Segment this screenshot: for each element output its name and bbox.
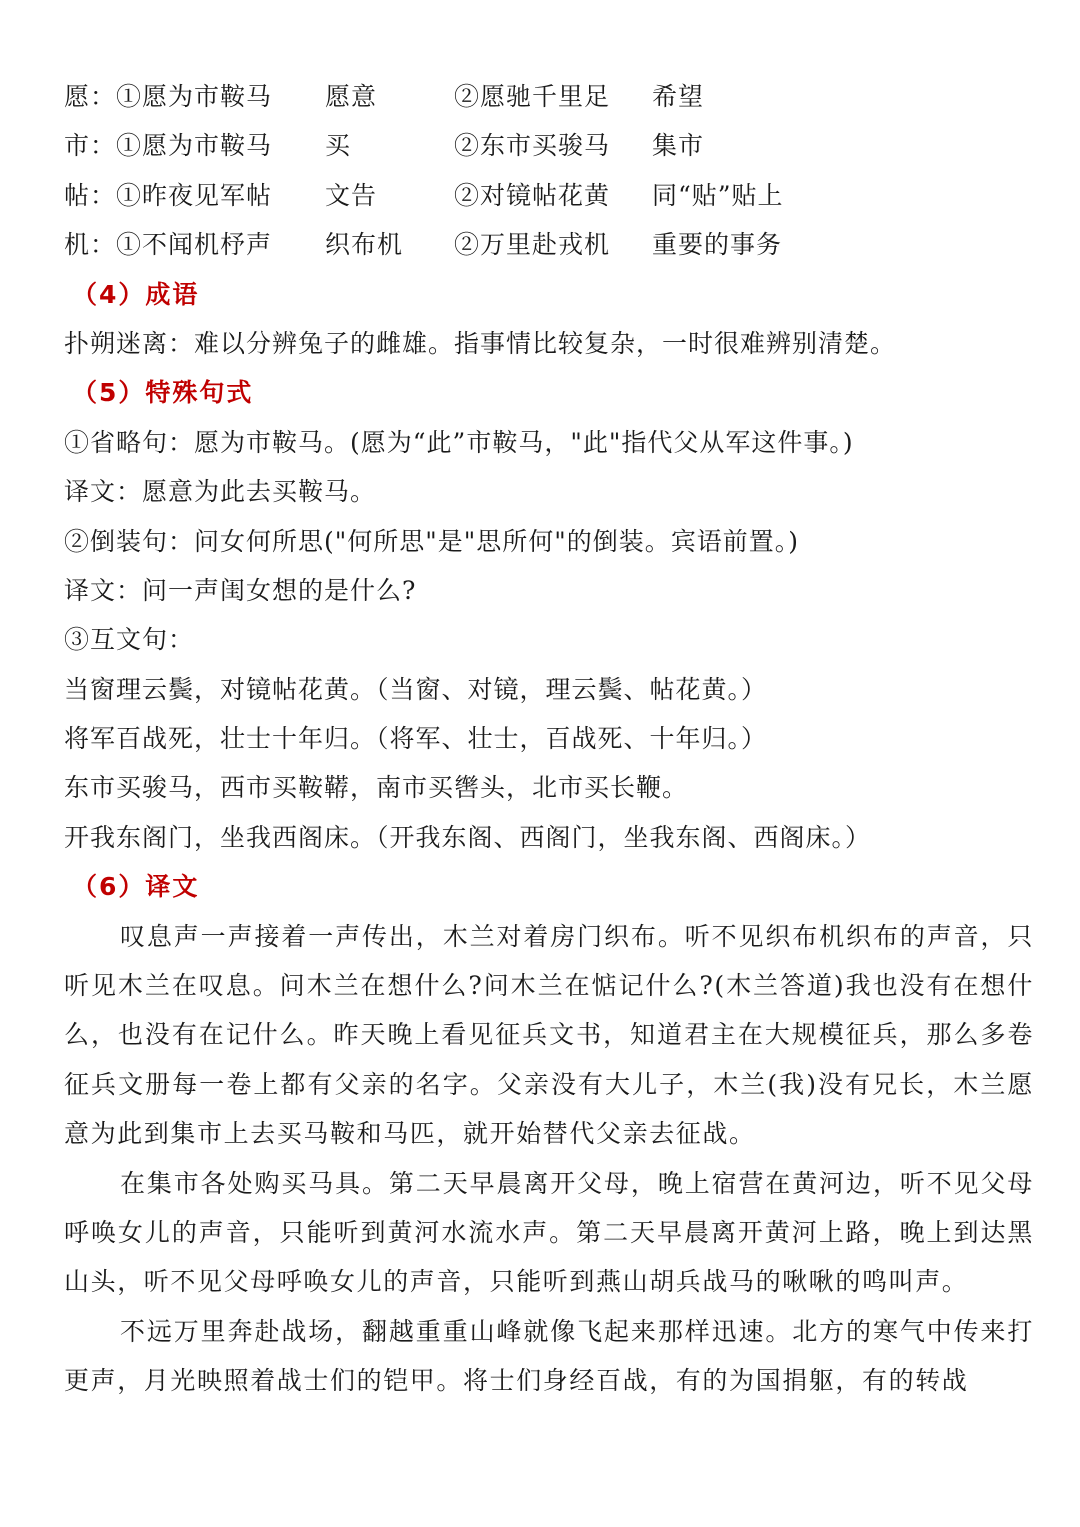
sentence-line: ②倒装句：问女何所思("何所思"是"思所何"的倒装。宾语前置。) [64,526,800,556]
vocab-example-text: ①愿为市鞍马 [116,131,273,161]
vocab-example-text: ①不闻机杼声 [116,230,273,260]
vocab-example-text: ①昨夜见军帖 [116,180,273,210]
vocab-example-2: ②对镜帖花黄 [454,180,611,210]
vocab-meaning-2: 希望 [652,82,705,111]
vocab-row [64,220,1039,269]
section-heading-special-sentences: （5）特殊句式 [72,378,254,408]
vocab-meaning-2: 同“贴”贴上 [652,180,784,210]
vocab-meaning-1: 织布机 [325,230,404,260]
vocab-row [64,72,1039,121]
vocab-meaning-1: 买 [325,131,352,161]
vocab-meaning-2: 重要的事务 [652,230,783,260]
vocab-example-2: ②东市买骏马 [454,131,611,161]
sentence-line: ③互文句： [64,625,195,655]
vocab-meaning-1: 愿意 [325,82,378,111]
sentence-line: 东市买骏马，西市买鞍鞯，南市买辔头，北市买长鞭。 [64,773,689,803]
section-heading-idioms: （4）成语 [72,279,200,309]
document-page [64,72,1039,1406]
vocab-example-text: ①愿为市鞍马 [116,82,273,111]
translation-paragraph: 不远万里奔赴战场，翻越重重山峰就像飞起来那样迅速。北方的寒气中传来打更声，月光映照着战士们的铠甲。将士们身经百战，有的为国捐躯，有的转战 [64,1316,1034,1396]
idiom-definition: 扑朔迷离：难以分辨兔子的雌雄。指事情比较复杂，一时很难辨别清楚。 [64,328,897,358]
vocab-example-1 [64,121,325,170]
vocab-meaning-1: 文告 [325,180,378,210]
sentence-line: 开我东阁门，坐我西阁床。（开我东阁、西阁门，坐我东阁、西阁床。） [64,822,872,852]
vocab-example-2: ②愿驰千里足 [454,82,611,111]
sentence-line: ①省略句：愿为市鞍马。(愿为“此”市鞍马，"此"指代父从军这件事。) [64,427,854,457]
sentence-line: 当窗理云鬓，对镜帖花黄。（当窗、对镜，理云鬓、帖花黄。） [64,674,768,704]
sentence-line: 译文：愿意为此去买鞍马。 [64,477,377,507]
vocab-char: 市： [64,131,117,161]
vocab-example-2: ②万里赴戎机 [454,230,611,260]
vocab-char: 愿： [64,82,117,111]
vocab-meaning-2: 集市 [652,131,705,161]
vocab-row [64,171,1039,220]
section-heading-translation: （6）译文 [72,872,200,902]
vocab-char: 帖： [64,180,117,210]
vocab-example-1 [64,220,325,269]
translation-paragraph: 在集市各处购买马具。第二天早晨离开父母，晚上宿营在黄河边，听不见父母呼唤女儿的声音，只能听到黄河水流水声。第二天早晨离开黄河上路，晚上到达黑山头，听不见父母呼唤女儿的声音，只能听到燕山胡兵战马的啾啾的鸣叫声。 [64,1168,1034,1297]
sentence-line: 将军百战死，壮士十年归。（将军、壮士，百战死、十年归。） [64,724,768,754]
vocab-char: 机： [64,230,117,260]
vocab-example-1 [64,72,325,121]
sentence-line: 译文：问一声闺女想的是什么? [64,575,417,605]
vocab-example-1 [64,171,325,220]
translation-paragraph: 叹息声一声接着一声传出，木兰对着房门织布。听不见织布机织布的声音，只听见木兰在叹息。问木兰在想什么?问木兰在惦记什么?(木兰答道)我也没有在想什么，也没有在记什么。昨天晚上看见征兵文书，知道君主在大规模征兵，那么多卷征兵文册每一卷上都有父亲的名字。父亲没有大儿子，木兰(我)没有兄长，木兰愿意为此到集市上去买马鞍和马匹，就开始替代父亲去征战。 [64,921,1034,1149]
vocab-row [64,121,1039,170]
